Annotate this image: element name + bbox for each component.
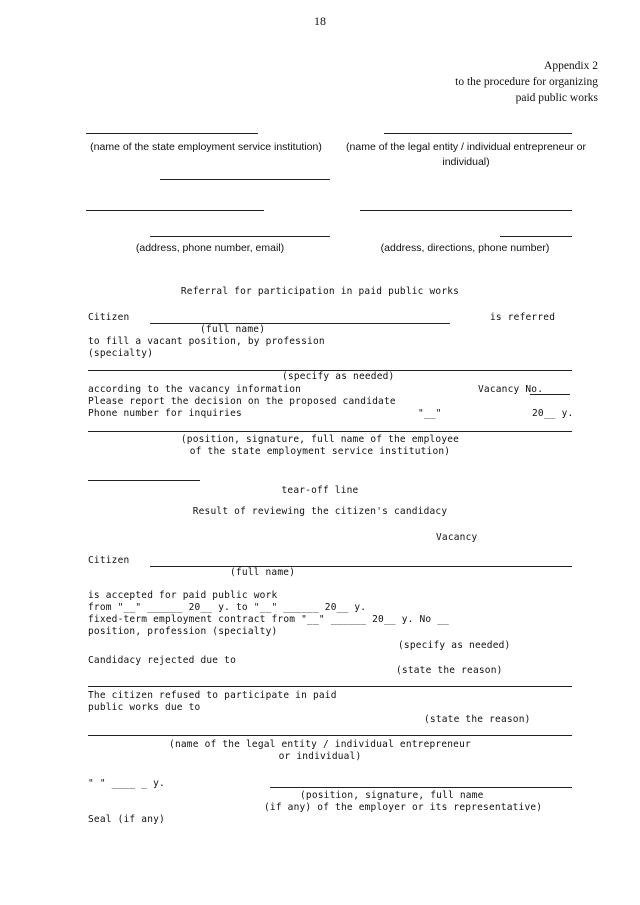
appendix-line-3: paid public works xyxy=(515,92,598,104)
result-date: " " ____ _ y. xyxy=(88,778,165,789)
vacancy-number-label: Vacancy No. xyxy=(478,384,544,395)
appendix-header xyxy=(338,58,598,106)
vacancy-reference: Vacancy xyxy=(436,532,478,543)
refused-text-1: The citizen refused to participate in paid xyxy=(88,690,337,701)
employment-center-name-line[interactable] xyxy=(86,133,258,134)
employment-center-address-line[interactable] xyxy=(86,210,264,211)
employment-center-address-line-2[interactable] xyxy=(150,236,330,237)
result-name-hint: (full name) xyxy=(230,567,296,578)
referral-date-day: "__" xyxy=(418,408,442,419)
page-number: 18 xyxy=(314,14,326,28)
employee-signature-caption-2: of the state employment service institution) xyxy=(189,446,451,457)
employee-signature-caption: (position, signature, full name of the employee xyxy=(180,434,460,445)
employment-center-address-label: (address, phone number, email) xyxy=(135,242,285,254)
seal-placeholder: Seal (if any) xyxy=(88,814,165,825)
employer-address-line[interactable] xyxy=(360,210,572,211)
refused-text-2: public works due to xyxy=(88,702,201,713)
position-text: position, profession (specialty) xyxy=(88,626,278,637)
employment-center-name-line-2[interactable] xyxy=(160,179,330,180)
appendix-line-2: to the procedure for organizing xyxy=(455,76,598,88)
work-period: from "__" ______ 20__ y. to "__" ______ 20__ y. xyxy=(88,602,367,613)
position-hint: (specify as needed) xyxy=(398,640,511,651)
employer-label: (name of the legal entity / individual entrepreneur or individual) xyxy=(346,141,586,168)
result-title: Result of reviewing the citizen's candidacy xyxy=(192,506,448,517)
appendix-title: Appendix 2 xyxy=(544,60,598,72)
employer-caption: (name of the legal entity / individual entrepreneur xyxy=(169,739,471,750)
is-referred-text: is referred xyxy=(490,312,556,323)
per-vacancy-info: according to the vacancy information xyxy=(88,384,302,395)
citizen-name-field[interactable] xyxy=(150,323,450,324)
employer-address-label: (address, directions, phone number) xyxy=(380,242,550,254)
phone-label: Phone number for inquiries xyxy=(88,408,242,419)
vacancy-number-field[interactable] xyxy=(530,394,570,395)
rejected-text: Candidacy rejected due to xyxy=(88,655,236,666)
employment-center-label: (name of the state employment service institution) xyxy=(90,141,322,153)
employer-name-line[interactable] xyxy=(384,133,572,134)
employer-signature-caption: (position, signature, full name xyxy=(300,790,484,801)
vacancy-text: to fill a vacant position, by profession xyxy=(88,336,325,347)
refusal-reason-hint: (state the reason) xyxy=(424,714,531,725)
request-text: Please report the decision on the proposed candidate xyxy=(88,396,396,407)
result-citizen-label: Citizen xyxy=(88,555,130,566)
referral-title: Referral for participation in paid public works xyxy=(180,286,460,297)
result-citizen-name-field[interactable] xyxy=(150,566,572,567)
employer-caption-2: or individual) xyxy=(278,751,362,762)
employer-signature-line[interactable] xyxy=(270,787,572,788)
accepted-text: is accepted for paid public work xyxy=(88,590,278,601)
employer-address-line-2[interactable] xyxy=(500,236,572,237)
rejection-reason-hint: (state the reason) xyxy=(396,665,503,676)
employer-name-field[interactable] xyxy=(88,735,572,736)
rejection-reason-field[interactable] xyxy=(88,686,572,687)
employer-signature-caption-2: (if any) of the employer or its representative) xyxy=(264,802,543,813)
referral-date-year: 20__ y. xyxy=(532,408,574,419)
citizen-label: Citizen xyxy=(88,312,130,323)
tear-line-left xyxy=(88,480,200,481)
contract-text: fixed-term employment contract from "__" ______ 20__ y. No __ xyxy=(88,614,450,625)
citizen-name-hint: (full name) xyxy=(200,324,266,335)
specialty-text: (specialty) xyxy=(88,348,154,359)
profession-hint: (specify as needed) xyxy=(282,371,395,382)
tear-off-line: tear-off line xyxy=(281,485,359,496)
employee-signature-line[interactable] xyxy=(88,431,572,432)
